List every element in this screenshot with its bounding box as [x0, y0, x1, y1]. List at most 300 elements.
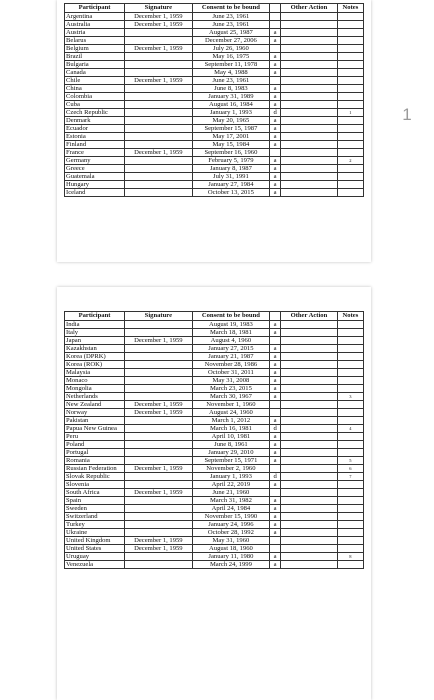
cell-other-action	[281, 37, 338, 45]
cell-action-code	[270, 489, 281, 497]
cell-other-action	[281, 101, 338, 109]
cell-action-code: a	[270, 321, 281, 329]
cell-participant: Greece	[65, 165, 125, 173]
cell-note	[337, 369, 363, 377]
cell-signature	[125, 109, 193, 117]
cell-other-action	[281, 329, 338, 337]
cell-other-action	[281, 53, 338, 61]
table-row	[65, 345, 364, 353]
cell-action-code: a	[270, 457, 281, 465]
cell-action-code	[270, 77, 281, 85]
cell-other-action	[281, 77, 338, 85]
cell-participant: Ecuador	[65, 125, 125, 133]
cell-note	[337, 401, 363, 409]
cell-action-code: d	[270, 109, 281, 117]
cell-participant: Guatemala	[65, 173, 125, 181]
cell-other-action	[281, 545, 338, 553]
cell-note	[337, 157, 363, 165]
cell-other-action	[281, 441, 338, 449]
cell-consent: September 16, 1960	[192, 149, 269, 157]
cell-consent: April 22, 2019	[192, 481, 269, 489]
cell-note	[337, 45, 363, 53]
cell-note	[337, 473, 363, 481]
cell-participant: Romania	[65, 457, 125, 465]
table-row	[65, 489, 364, 497]
cell-note	[337, 489, 363, 497]
table-row	[65, 369, 364, 377]
cell-action-code	[270, 465, 281, 473]
cell-participant: Kazakhstan	[65, 345, 125, 353]
cell-other-action	[281, 157, 338, 165]
cell-consent: May 31, 2008	[192, 377, 269, 385]
cell-signature	[125, 141, 193, 149]
cell-other-action	[281, 173, 338, 181]
cell-other-action	[281, 561, 338, 569]
cell-other-action	[281, 321, 338, 329]
header-participant: Participant	[65, 4, 125, 13]
cell-signature	[125, 345, 193, 353]
cell-consent: March 1, 2012	[192, 417, 269, 425]
table-row	[65, 497, 364, 505]
cell-consent: August 24, 1960	[192, 409, 269, 417]
cell-consent: November 28, 1986	[192, 361, 269, 369]
cell-action-code: a	[270, 553, 281, 561]
table-row	[65, 21, 364, 29]
cell-note	[337, 337, 363, 345]
cell-action-code: a	[270, 481, 281, 489]
cell-other-action	[281, 29, 338, 37]
table-row	[65, 173, 364, 181]
cell-participant: Finland	[65, 141, 125, 149]
cell-other-action	[281, 361, 338, 369]
cell-note	[337, 141, 363, 149]
cell-signature	[125, 353, 193, 361]
table-row	[65, 529, 364, 537]
cell-action-code: a	[270, 353, 281, 361]
table-row	[65, 165, 364, 173]
cell-other-action	[281, 133, 338, 141]
cell-other-action	[281, 473, 338, 481]
cell-action-code	[270, 149, 281, 157]
cell-note	[337, 425, 363, 433]
cell-participant: Denmark	[65, 117, 125, 125]
cell-other-action	[281, 93, 338, 101]
cell-participant: New Zealand	[65, 401, 125, 409]
cell-consent: August 18, 1960	[192, 545, 269, 553]
cell-participant: Italy	[65, 329, 125, 337]
cell-signature: December 1, 1959	[125, 537, 193, 545]
cell-action-code: a	[270, 93, 281, 101]
cell-participant: Hungary	[65, 181, 125, 189]
cell-participant: Cuba	[65, 101, 125, 109]
header-consent: Consent to be bound	[192, 4, 269, 13]
cell-other-action	[281, 385, 338, 393]
header-signature: Signature	[125, 4, 193, 13]
cell-action-code: a	[270, 181, 281, 189]
table-row	[65, 329, 364, 337]
cell-other-action	[281, 425, 338, 433]
cell-action-code: a	[270, 433, 281, 441]
cell-consent: October 13, 2015	[192, 189, 269, 197]
cell-note	[337, 409, 363, 417]
cell-note	[337, 125, 363, 133]
cell-consent: January 8, 1987	[192, 165, 269, 173]
cell-participant: Korea (ROK)	[65, 361, 125, 369]
document-page-1	[57, 0, 371, 262]
cell-consent: November 15, 1990	[192, 513, 269, 521]
cell-participant: Monaco	[65, 377, 125, 385]
cell-action-code	[270, 409, 281, 417]
cell-signature: December 1, 1959	[125, 401, 193, 409]
cell-consent: November 2, 1960	[192, 465, 269, 473]
cell-consent: March 31, 1982	[192, 497, 269, 505]
cell-participant: Portugal	[65, 449, 125, 457]
table-row	[65, 45, 364, 53]
table-row	[65, 537, 364, 545]
cell-participant: Slovak Republic	[65, 473, 125, 481]
cell-other-action	[281, 401, 338, 409]
table-header-row	[65, 4, 364, 13]
parties-table-page-1	[64, 3, 364, 197]
cell-consent: June 23, 1961	[192, 77, 269, 85]
cell-action-code: a	[270, 441, 281, 449]
cell-signature	[125, 157, 193, 165]
table-row	[65, 465, 364, 473]
cell-note	[337, 181, 363, 189]
cell-participant: Malaysia	[65, 369, 125, 377]
cell-participant: Poland	[65, 441, 125, 449]
cell-note	[337, 497, 363, 505]
parties-table-page-2	[64, 311, 364, 569]
cell-participant: Bulgaria	[65, 61, 125, 69]
table-body-page-1	[65, 13, 364, 197]
cell-participant: Netherlands	[65, 393, 125, 401]
table-row	[65, 401, 364, 409]
cell-note	[337, 457, 363, 465]
cell-note	[337, 521, 363, 529]
cell-consent: June 8, 1961	[192, 441, 269, 449]
cell-participant: United States	[65, 545, 125, 553]
cell-signature	[125, 93, 193, 101]
cell-consent: April 24, 1984	[192, 505, 269, 513]
cell-signature: December 1, 1959	[125, 21, 193, 29]
table-row	[65, 433, 364, 441]
table-row	[65, 13, 364, 21]
footnote-marker: 6	[349, 466, 352, 471]
cell-other-action	[281, 537, 338, 545]
cell-note	[337, 417, 363, 425]
cell-note	[337, 173, 363, 181]
cell-participant: United Kingdom	[65, 537, 125, 545]
cell-other-action	[281, 529, 338, 537]
table-row	[65, 361, 364, 369]
cell-participant: India	[65, 321, 125, 329]
cell-consent: August 25, 1987	[192, 29, 269, 37]
cell-other-action	[281, 141, 338, 149]
cell-signature	[125, 417, 193, 425]
cell-participant: Austria	[65, 29, 125, 37]
table-row	[65, 141, 364, 149]
cell-participant: Pakistan	[65, 417, 125, 425]
header-notes: Notes	[337, 312, 363, 321]
cell-other-action	[281, 465, 338, 473]
cell-participant: Turkey	[65, 521, 125, 529]
footnote-marker: 2	[349, 158, 352, 163]
cell-note	[337, 329, 363, 337]
cell-consent: March 23, 2015	[192, 385, 269, 393]
cell-consent: January 21, 1987	[192, 353, 269, 361]
table-row	[65, 473, 364, 481]
cell-note	[337, 465, 363, 473]
cell-other-action	[281, 21, 338, 29]
cell-other-action	[281, 69, 338, 77]
cell-participant: Venezuela	[65, 561, 125, 569]
cell-other-action	[281, 521, 338, 529]
cell-participant: Switzerland	[65, 513, 125, 521]
cell-participant: Colombia	[65, 93, 125, 101]
cell-action-code: a	[270, 117, 281, 125]
cell-signature	[125, 165, 193, 173]
document-page-2	[57, 287, 371, 700]
cell-other-action	[281, 505, 338, 513]
table-row	[65, 53, 364, 61]
cell-participant: Ukraine	[65, 529, 125, 537]
cell-signature	[125, 173, 193, 181]
cell-action-code: a	[270, 125, 281, 133]
cell-signature	[125, 53, 193, 61]
cell-other-action	[281, 45, 338, 53]
cell-consent: January 29, 2010	[192, 449, 269, 457]
cell-action-code: a	[270, 385, 281, 393]
cell-note	[337, 37, 363, 45]
cell-other-action	[281, 481, 338, 489]
cell-other-action	[281, 61, 338, 69]
cell-participant: Norway	[65, 409, 125, 417]
cell-note	[337, 361, 363, 369]
cell-action-code: a	[270, 529, 281, 537]
cell-action-code: a	[270, 37, 281, 45]
cell-signature: December 1, 1959	[125, 149, 193, 157]
cell-action-code: a	[270, 133, 281, 141]
cell-consent: January 11, 1980	[192, 553, 269, 561]
cell-other-action	[281, 553, 338, 561]
table-row	[65, 337, 364, 345]
table-row	[65, 385, 364, 393]
cell-other-action	[281, 409, 338, 417]
cell-signature	[125, 321, 193, 329]
cell-participant: France	[65, 149, 125, 157]
cell-note	[337, 545, 363, 553]
cell-participant: Estonia	[65, 133, 125, 141]
cell-note	[337, 561, 363, 569]
cell-signature: December 1, 1959	[125, 45, 193, 53]
cell-note	[337, 345, 363, 353]
cell-signature: December 1, 1959	[125, 545, 193, 553]
cell-action-code: a	[270, 345, 281, 353]
table-row	[65, 85, 364, 93]
header-participant: Participant	[65, 312, 125, 321]
footnote-marker: 1	[349, 110, 352, 115]
cell-participant: Korea (DPRK)	[65, 353, 125, 361]
cell-other-action	[281, 337, 338, 345]
table-row	[65, 101, 364, 109]
cell-note	[337, 505, 363, 513]
header-notes: Notes	[337, 4, 363, 13]
cell-other-action	[281, 13, 338, 21]
cell-consent: January 27, 1984	[192, 181, 269, 189]
cell-signature	[125, 529, 193, 537]
table-row	[65, 561, 364, 569]
cell-consent: January 1, 1993	[192, 109, 269, 117]
cell-signature	[125, 473, 193, 481]
cell-signature: December 1, 1959	[125, 465, 193, 473]
table-row	[65, 513, 364, 521]
cell-action-code: a	[270, 377, 281, 385]
header-consent: Consent to be bound	[192, 312, 269, 321]
cell-other-action	[281, 417, 338, 425]
footnote-marker: 3	[349, 394, 352, 399]
cell-consent: January 27, 2015	[192, 345, 269, 353]
table-row	[65, 425, 364, 433]
cell-action-code: a	[270, 69, 281, 77]
cell-signature	[125, 425, 193, 433]
cell-note	[337, 117, 363, 125]
table-row	[65, 69, 364, 77]
cell-note	[337, 449, 363, 457]
cell-action-code: d	[270, 425, 281, 433]
cell-consent: January 31, 1989	[192, 93, 269, 101]
cell-consent: September 11, 1978	[192, 61, 269, 69]
cell-consent: May 16, 1975	[192, 53, 269, 61]
header-other-action: Other Action	[281, 4, 338, 13]
cell-signature	[125, 329, 193, 337]
table-row	[65, 117, 364, 125]
cell-other-action	[281, 117, 338, 125]
footnote-marker: 8	[349, 554, 352, 559]
cell-consent: May 20, 1965	[192, 117, 269, 125]
cell-signature: December 1, 1959	[125, 337, 193, 345]
cell-signature	[125, 449, 193, 457]
cell-note	[337, 53, 363, 61]
table-row	[65, 417, 364, 425]
cell-consent: September 15, 1971	[192, 457, 269, 465]
cell-other-action	[281, 497, 338, 505]
table-row	[65, 125, 364, 133]
cell-action-code: a	[270, 53, 281, 61]
cell-consent: June 8, 1983	[192, 85, 269, 93]
cell-participant: Iceland	[65, 189, 125, 197]
table-row	[65, 457, 364, 465]
cell-consent: January 24, 1996	[192, 521, 269, 529]
table-row	[65, 441, 364, 449]
header-signature: Signature	[125, 312, 193, 321]
cell-signature	[125, 513, 193, 521]
cell-other-action	[281, 181, 338, 189]
cell-action-code	[270, 401, 281, 409]
cell-note	[337, 529, 363, 537]
cell-note	[337, 29, 363, 37]
footnote-marker: 5	[349, 458, 352, 463]
table-row	[65, 93, 364, 101]
cell-other-action	[281, 489, 338, 497]
cell-participant: Mongolia	[65, 385, 125, 393]
cell-action-code: a	[270, 165, 281, 173]
footnote-marker: 4	[349, 426, 352, 431]
cell-participant: Slovenia	[65, 481, 125, 489]
cell-other-action	[281, 125, 338, 133]
cell-participant: Argentina	[65, 13, 125, 21]
cell-other-action	[281, 109, 338, 117]
cell-consent: May 31, 1960	[192, 537, 269, 545]
cell-action-code: d	[270, 473, 281, 481]
table-row	[65, 481, 364, 489]
cell-consent: July 31, 1991	[192, 173, 269, 181]
cell-consent: September 15, 1987	[192, 125, 269, 133]
cell-signature	[125, 117, 193, 125]
cell-signature	[125, 133, 193, 141]
cell-consent: August 4, 1960	[192, 337, 269, 345]
cell-action-code: a	[270, 189, 281, 197]
cell-other-action	[281, 189, 338, 197]
cell-signature	[125, 125, 193, 133]
table-row	[65, 133, 364, 141]
cell-action-code: a	[270, 329, 281, 337]
cell-consent: May 15, 1984	[192, 141, 269, 149]
cell-action-code	[270, 13, 281, 21]
cell-signature	[125, 61, 193, 69]
cell-consent: August 16, 1984	[192, 101, 269, 109]
cell-action-code: a	[270, 173, 281, 181]
cell-action-code: a	[270, 85, 281, 93]
cell-consent: November 1, 1960	[192, 401, 269, 409]
cell-action-code: a	[270, 449, 281, 457]
cell-signature	[125, 369, 193, 377]
table-row	[65, 37, 364, 45]
cell-signature	[125, 69, 193, 77]
header-other-action: Other Action	[281, 312, 338, 321]
side-page-number: 1	[402, 105, 412, 124]
table-row	[65, 29, 364, 37]
header-action-code	[270, 4, 281, 13]
cell-signature	[125, 181, 193, 189]
cell-action-code: a	[270, 141, 281, 149]
cell-note	[337, 189, 363, 197]
cell-participant: Czech Republic	[65, 109, 125, 117]
cell-signature	[125, 497, 193, 505]
cell-note	[337, 109, 363, 117]
cell-action-code: a	[270, 521, 281, 529]
table-row	[65, 61, 364, 69]
cell-signature: December 1, 1959	[125, 409, 193, 417]
cell-signature	[125, 481, 193, 489]
table-row	[65, 545, 364, 553]
table-body-page-2	[65, 321, 364, 569]
cell-action-code: a	[270, 157, 281, 165]
cell-signature	[125, 189, 193, 197]
cell-action-code: a	[270, 361, 281, 369]
cell-action-code: a	[270, 101, 281, 109]
cell-signature	[125, 385, 193, 393]
cell-consent: February 5, 1979	[192, 157, 269, 165]
table-header-row	[65, 312, 364, 321]
cell-action-code: a	[270, 417, 281, 425]
cell-signature	[125, 521, 193, 529]
cell-signature	[125, 505, 193, 513]
cell-note	[337, 133, 363, 141]
cell-note	[337, 69, 363, 77]
cell-action-code	[270, 21, 281, 29]
cell-action-code	[270, 537, 281, 545]
